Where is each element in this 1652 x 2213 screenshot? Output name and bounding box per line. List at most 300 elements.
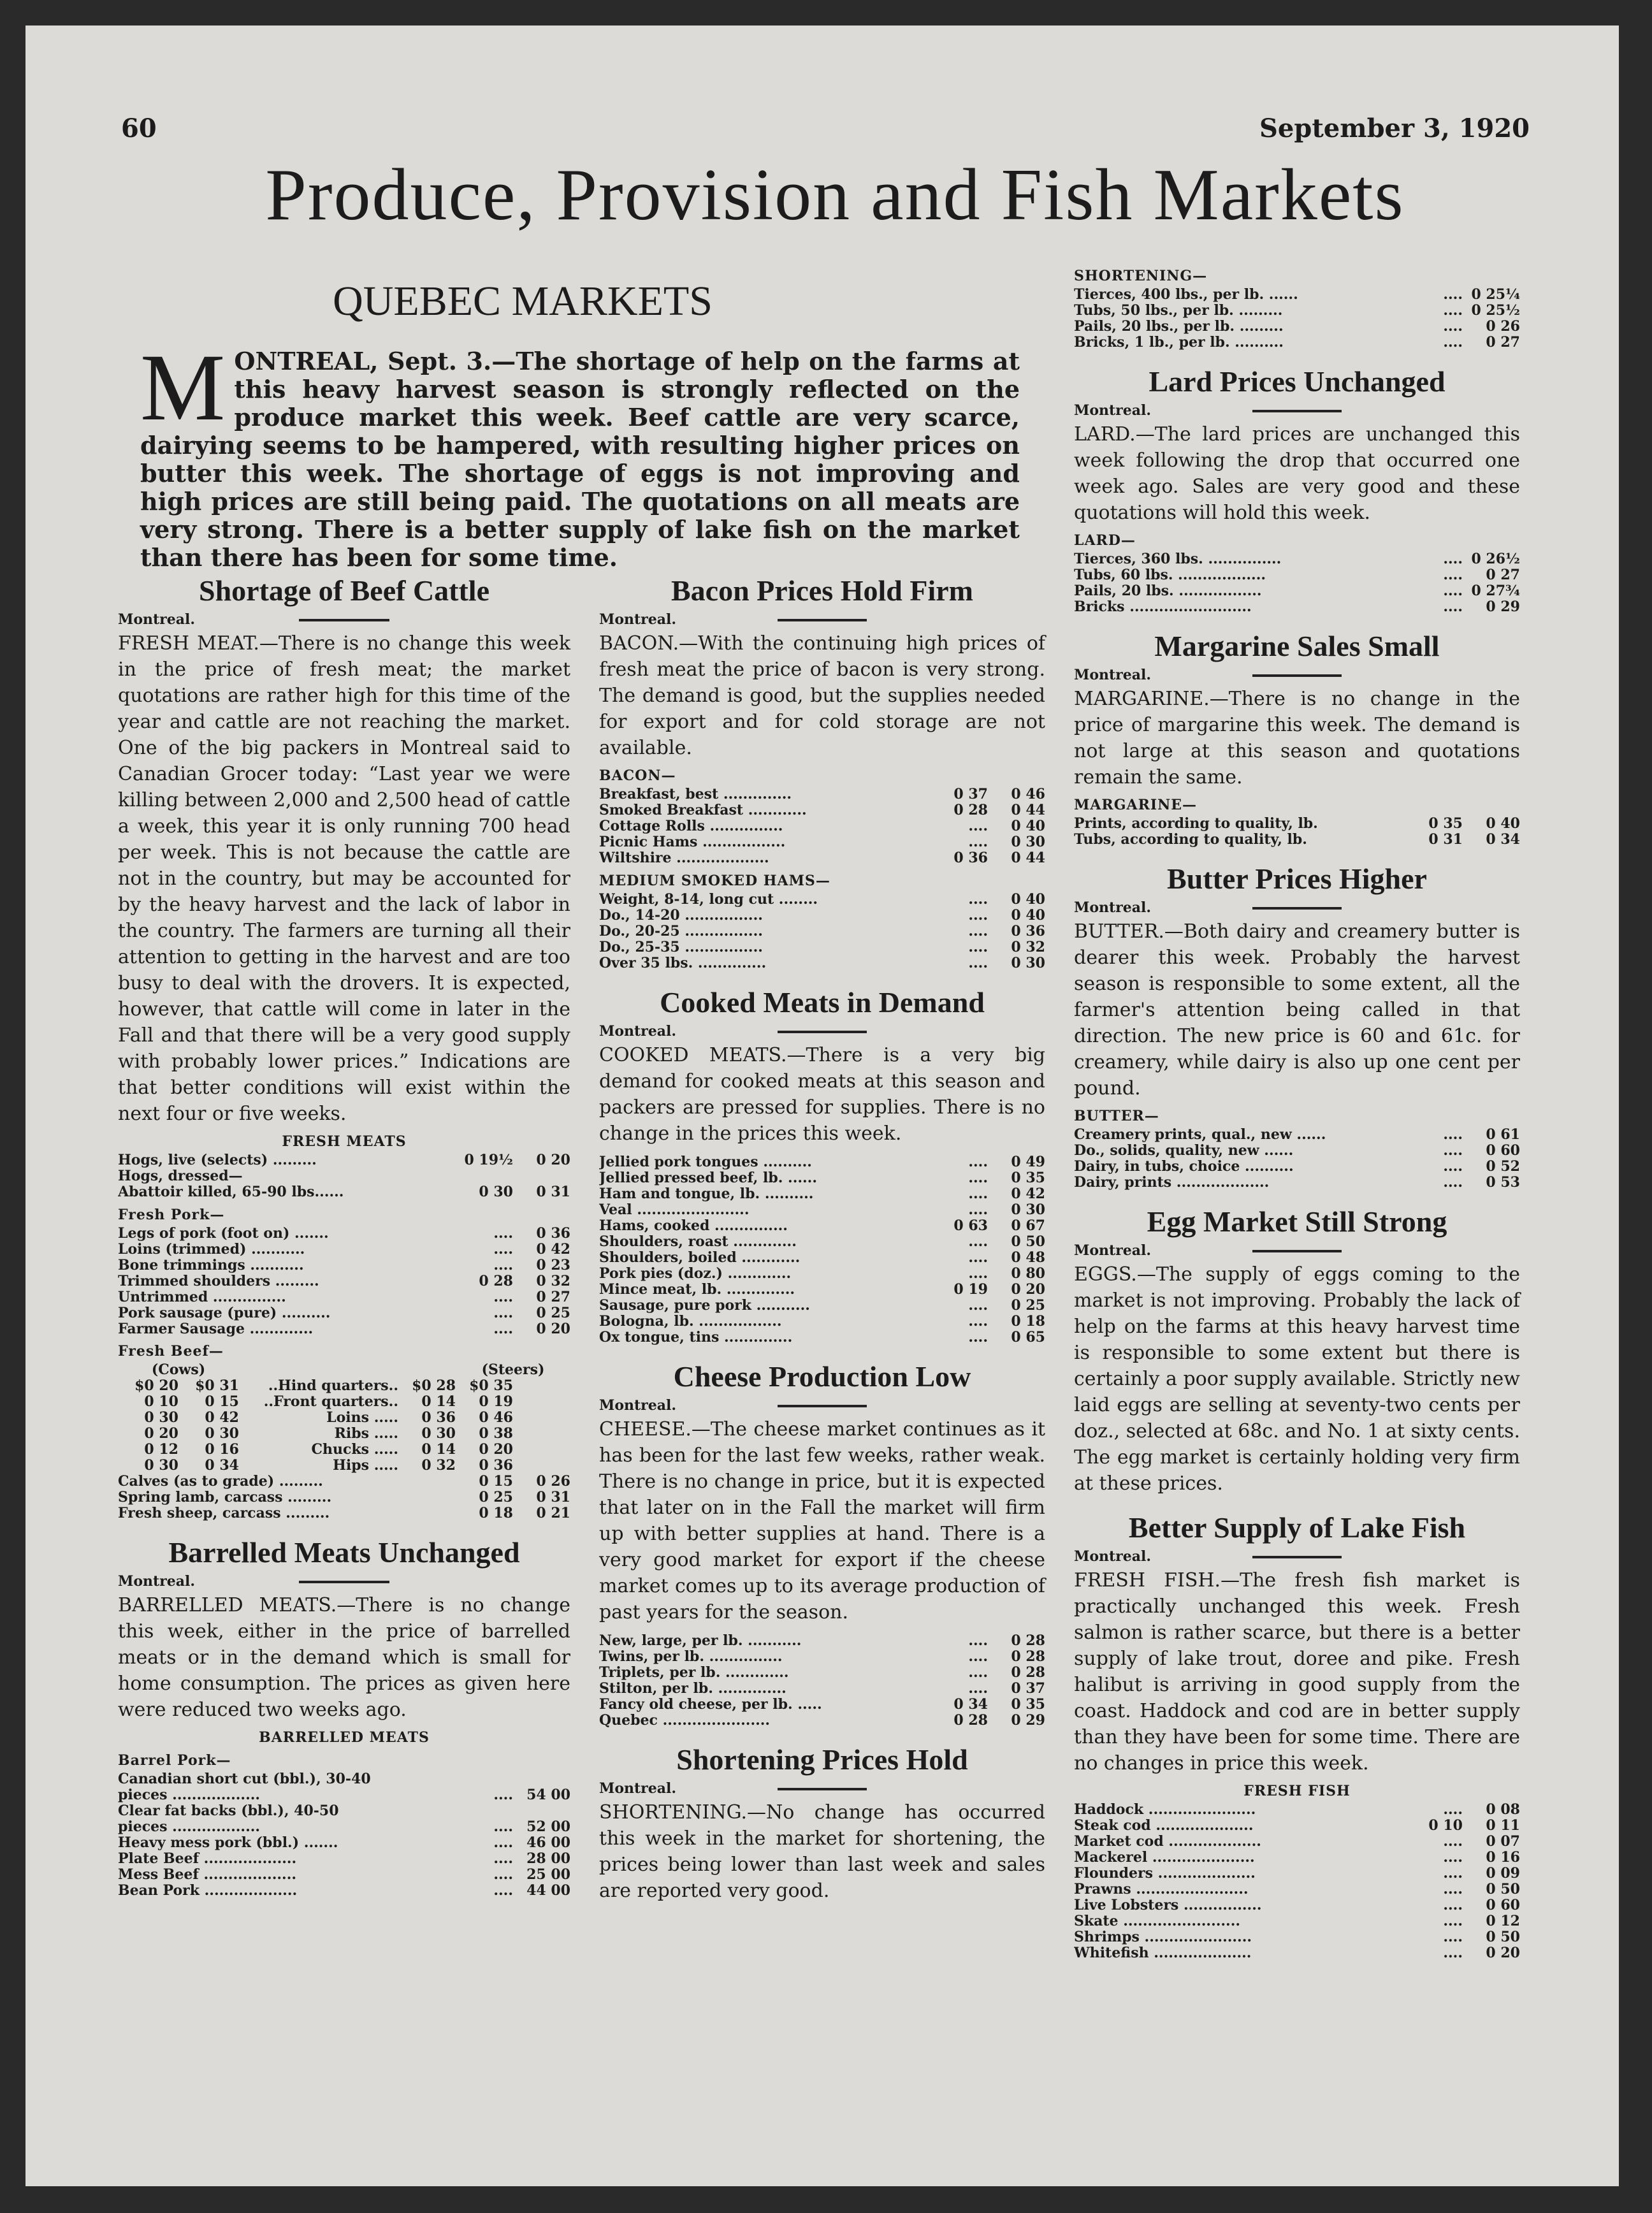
low-price: .... bbox=[493, 1257, 513, 1273]
steer-high: 0 20 bbox=[479, 1441, 513, 1458]
low-price: .... bbox=[1443, 1913, 1463, 1929]
item-label: Triplets, per lb. ............. bbox=[599, 1665, 789, 1681]
price-row bbox=[118, 1883, 570, 1899]
item-label: Weight, 8-14, long cut ........ bbox=[599, 892, 818, 908]
low-price: .... bbox=[1443, 286, 1463, 303]
high-price: 0 48 bbox=[1011, 1249, 1045, 1266]
high-price: 0 67 bbox=[1011, 1217, 1045, 1234]
item-label: Bricks, 1 lb., per lb. .......... bbox=[1074, 335, 1284, 351]
low-price: .... bbox=[1443, 1142, 1463, 1159]
cooked-heading: Cooked Meats in Demand bbox=[660, 986, 985, 1019]
item-label: Do., 25-35 ................ bbox=[599, 940, 763, 955]
low-price: .... bbox=[1443, 1929, 1463, 1945]
high-price: 0 27 bbox=[1486, 567, 1520, 583]
hams-caption: MEDIUM SMOKED HAMS— bbox=[599, 873, 830, 889]
cow-high: $0 31 bbox=[195, 1377, 239, 1394]
beef-heading: Shortage of Beef Cattle bbox=[198, 574, 490, 607]
high-price: 46 00 bbox=[526, 1834, 570, 1851]
high-price: 0 42 bbox=[536, 1241, 570, 1258]
high-price: 0 50 bbox=[1011, 1233, 1045, 1250]
price-row bbox=[118, 1258, 570, 1273]
high-price: 0 35 bbox=[1011, 1696, 1045, 1713]
high-price: 0 25½ bbox=[1471, 302, 1520, 319]
item-label: Bean Pork ................... bbox=[118, 1883, 298, 1899]
dateline: Montreal. bbox=[599, 1397, 677, 1414]
high-price: 0 29 bbox=[1011, 1712, 1045, 1729]
steer-low: 0 14 bbox=[421, 1441, 456, 1458]
high-price: 0 31 bbox=[536, 1184, 570, 1200]
item-label: Mince meat, lb. .............. bbox=[599, 1282, 795, 1298]
item-label: Fresh sheep, carcass ......... bbox=[118, 1506, 330, 1521]
beef-cut-row bbox=[118, 1442, 570, 1458]
price-row bbox=[599, 940, 1045, 955]
steer-low: 0 30 bbox=[421, 1425, 456, 1442]
low-price: 0 28 bbox=[953, 1712, 988, 1729]
heading-rule bbox=[1252, 1556, 1342, 1558]
bacon-heading: Bacon Prices Hold Firm bbox=[671, 574, 973, 607]
price-row bbox=[599, 834, 1045, 850]
cut-name: Loins ..... bbox=[326, 1409, 398, 1426]
drop-cap: M bbox=[140, 335, 226, 440]
barrel-pork-caption: Barrel Pork— bbox=[118, 1752, 231, 1769]
item-label: Hams, cooked ............... bbox=[599, 1218, 788, 1234]
price-row bbox=[118, 1321, 570, 1337]
high-price: 0 53 bbox=[1486, 1174, 1520, 1191]
cows-label: (Cows) bbox=[151, 1361, 206, 1378]
low-price: .... bbox=[968, 1249, 988, 1266]
cooked-article: COOKED MEATS.—There is a very big demand for cooked meats at this season and packers are pressed for supplies. There is no change in the prices this week. bbox=[599, 1044, 1045, 1145]
price-row bbox=[1074, 551, 1520, 567]
item-label: Do., solids, quality, new ...... bbox=[1074, 1143, 1294, 1159]
cow-high: 0 15 bbox=[205, 1393, 239, 1410]
heading-rule bbox=[1252, 1250, 1342, 1252]
high-price: 0 32 bbox=[1011, 939, 1045, 955]
low-price: .... bbox=[968, 818, 988, 834]
shortening-table bbox=[1074, 287, 1520, 351]
low-price: .... bbox=[968, 1297, 988, 1314]
low-price: .... bbox=[493, 1225, 513, 1242]
beef-cut-row bbox=[118, 1394, 570, 1410]
masthead: Produce, Provision and Fish Markets bbox=[265, 154, 1405, 236]
low-price: .... bbox=[493, 1321, 513, 1337]
price-row bbox=[1074, 1834, 1520, 1850]
high-price: 0 60 bbox=[1486, 1897, 1520, 1913]
price-row bbox=[1074, 303, 1520, 319]
margarine-table bbox=[1074, 816, 1520, 848]
steer-high: 0 36 bbox=[479, 1457, 513, 1474]
butter-article: BUTTER.—Both dairy and creamery butter is dearer this week. Probably the harvest season is responsible to some extent, all the farmer's attention being called in that direction. The new price is 60 and 61c. for creamery, while dairy is also up one cent per pound. bbox=[1074, 920, 1520, 1099]
item-label: Twins, per lb. ............... bbox=[599, 1649, 783, 1665]
lead-text: ONTREAL, Sept. 3.—The shortage of help on the farms at this heavy harvest season is strongly reflected on the produce market this week. Beef cattle are very scarce, dairying seems to be hampered, with resulting higher prices on butter this week. The shortage of eggs is not improving and high prices are still being paid. The quotations on all meats are very strong. There is a better supply of lake fish on the market than there has been for some time. bbox=[140, 347, 1020, 572]
item-label: Tierces, 400 lbs., per lb. ...... bbox=[1074, 287, 1298, 303]
low-price: .... bbox=[1443, 302, 1463, 319]
margarine-caption: MARGARINE— bbox=[1074, 797, 1198, 813]
fresh-fish-table-title: FRESH FISH bbox=[1243, 1783, 1351, 1799]
item-label: Tierces, 360 lbs. ............... bbox=[1074, 551, 1282, 567]
low-price: .... bbox=[1443, 1158, 1463, 1175]
low-price: 0 15 bbox=[479, 1473, 513, 1490]
item-label: Cottage Rolls ............... bbox=[599, 818, 783, 834]
price-row bbox=[118, 1867, 570, 1883]
low-price: .... bbox=[968, 1313, 988, 1330]
dateline: Montreal. bbox=[118, 1573, 196, 1590]
column-middle bbox=[599, 574, 1045, 1904]
price-row bbox=[599, 1154, 1045, 1170]
cow-low: $0 20 bbox=[134, 1377, 178, 1394]
low-price: .... bbox=[493, 1289, 513, 1305]
heading-rule bbox=[778, 1788, 867, 1790]
low-price: .... bbox=[968, 1329, 988, 1346]
price-row bbox=[599, 892, 1045, 908]
cheese-heading: Cheese Production Low bbox=[673, 1360, 971, 1393]
high-price: 0 20 bbox=[536, 1152, 570, 1168]
high-price: 0 26 bbox=[536, 1473, 570, 1490]
price-row bbox=[599, 1330, 1045, 1346]
fresh-pork-table bbox=[118, 1226, 570, 1337]
barrelled-heading: Barrelled Meats Unchanged bbox=[168, 1536, 520, 1569]
low-price: .... bbox=[1443, 1945, 1463, 1961]
item-label: Clear fat backs (bbl.), 40-50 bbox=[118, 1803, 339, 1819]
beef-cut-row bbox=[118, 1378, 570, 1394]
item-label: Bone trimmings ........... bbox=[118, 1258, 304, 1273]
item-label: Skate ........................ bbox=[1074, 1913, 1241, 1929]
item-label: Prints, according to quality, lb. bbox=[1074, 816, 1318, 832]
price-row bbox=[599, 1713, 1045, 1729]
dateline: Montreal. bbox=[1074, 1242, 1152, 1259]
bacon-article: BACON.—With the continuing high prices of fresh meat the price of bacon is very strong. The demand is good, but the supplies needed for export and for cold storage are not available. bbox=[599, 632, 1045, 759]
cow-high: 0 30 bbox=[205, 1425, 239, 1442]
low-price: .... bbox=[493, 1834, 513, 1851]
low-price: .... bbox=[1443, 334, 1463, 351]
price-row bbox=[1074, 1945, 1520, 1961]
newspaper-page bbox=[25, 25, 1619, 2186]
butter-table bbox=[1074, 1127, 1520, 1191]
item-label: Pork sausage (pure) .......... bbox=[118, 1305, 331, 1321]
price-row bbox=[599, 802, 1045, 818]
item-label: Jellied pork tongues .......... bbox=[599, 1154, 812, 1170]
item-label: Shoulders, boiled ............ bbox=[599, 1250, 801, 1266]
price-row bbox=[1074, 599, 1520, 615]
item-label: Pails, 20 lbs. ................. bbox=[1074, 583, 1262, 599]
low-price: .... bbox=[1443, 567, 1463, 583]
heading-rule bbox=[778, 619, 867, 621]
low-price: .... bbox=[968, 891, 988, 908]
cow-low: 0 30 bbox=[144, 1457, 178, 1474]
item-label: Bologna, lb. ................. bbox=[599, 1314, 782, 1330]
item-label: Jellied pressed beef, lb. ...... bbox=[599, 1170, 817, 1186]
dateline: Montreal. bbox=[1074, 667, 1152, 683]
price-row bbox=[118, 1819, 570, 1835]
beef-cut-row bbox=[118, 1410, 570, 1426]
steer-low: 0 32 bbox=[421, 1457, 456, 1474]
low-price: 0 28 bbox=[953, 802, 988, 818]
low-price: 0 36 bbox=[953, 850, 988, 866]
lead-paragraph bbox=[140, 335, 1020, 572]
low-price bbox=[456, 1168, 513, 1184]
cut-name: Hips ..... bbox=[333, 1457, 398, 1474]
item-label: Hogs, dressed— bbox=[118, 1168, 243, 1184]
item-label: Tubs, 60 lbs. .................. bbox=[1074, 567, 1266, 583]
price-row bbox=[1074, 1850, 1520, 1866]
item-label: pieces .................. bbox=[118, 1819, 261, 1835]
item-label: Bricks ......................... bbox=[1074, 599, 1252, 615]
beef-article: FRESH MEAT.—There is no change this week in the price of fresh meat; the market quotations are rather high for this time of the year and cattle are not reaching the market. One of the big packers in Montreal said to Canadian Grocer today: “Last year we were killing between 2,000 and 2,500 head of cattle a week, this year it is only running 700 head per week. This is not because the cattle are not in the country, but may be accounted for by the heavy harvest and the lack of labor in the country. The farmers are turning all their attention to getting in the harvest and are too busy to deal with the drovers. It is expected, however, that cattle will come in later in the Fall and that there will be a very good supply with probably lower prices.” Indications are that better conditions will exist within the next four or five weeks. bbox=[118, 632, 570, 1125]
low-price: .... bbox=[968, 1154, 988, 1170]
item-label: Untrimmed ............... bbox=[118, 1289, 286, 1305]
high-price bbox=[513, 1771, 570, 1787]
item-label: Legs of pork (foot on) ....... bbox=[118, 1226, 329, 1242]
low-price: .... bbox=[493, 1850, 513, 1867]
item-label: Canadian short cut (bbl.), 30-40 bbox=[118, 1771, 371, 1787]
item-label: Over 35 lbs. .............. bbox=[599, 955, 767, 971]
cut-name: ..Front quarters.. bbox=[263, 1393, 398, 1410]
price-row bbox=[1074, 1866, 1520, 1882]
bacon-caption: BACON— bbox=[599, 767, 676, 784]
low-price: .... bbox=[1443, 318, 1463, 335]
fish-article: FRESH FISH.—The fresh fish market is practically unchanged this week. Fresh salmon is rather scarce, but there is a better supply of lake trout, doree and pike. Fresh halibut is arriving in good supply from the coast. Haddock and cod are in better supply than they have been for some time. There are no changes in price this week. bbox=[1074, 1569, 1520, 1774]
cow-high: 0 16 bbox=[205, 1441, 239, 1458]
heading-rule bbox=[299, 619, 389, 621]
high-price: 0 40 bbox=[1011, 907, 1045, 924]
price-row bbox=[1074, 1175, 1520, 1191]
price-row bbox=[599, 787, 1045, 802]
price-row bbox=[1074, 816, 1520, 832]
high-price: 0 30 bbox=[1011, 955, 1045, 971]
high-price: 0 46 bbox=[1011, 786, 1045, 802]
price-row bbox=[599, 1665, 1045, 1681]
heading-rule bbox=[778, 1405, 867, 1407]
high-price: 28 00 bbox=[526, 1850, 570, 1867]
high-price: 0 50 bbox=[1486, 1929, 1520, 1945]
high-price: 0 61 bbox=[1486, 1126, 1520, 1143]
heading-rule bbox=[1252, 410, 1342, 412]
heading-rule bbox=[1252, 907, 1342, 910]
low-price: .... bbox=[968, 1170, 988, 1186]
low-price: .... bbox=[968, 1186, 988, 1202]
cut-name: Ribs ..... bbox=[334, 1425, 398, 1442]
cow-high: 0 42 bbox=[205, 1409, 239, 1426]
low-price: .... bbox=[1443, 551, 1463, 567]
item-label: Pork pies (doz.) ............. bbox=[599, 1266, 792, 1282]
item-label: Mackerel ..................... bbox=[1074, 1850, 1255, 1866]
low-price: 0 31 bbox=[1428, 831, 1463, 848]
price-row bbox=[118, 1506, 570, 1521]
high-price: 52 00 bbox=[526, 1818, 570, 1835]
price-row bbox=[118, 1273, 570, 1289]
price-row bbox=[118, 1184, 570, 1200]
item-label: Smoked Breakfast ............ bbox=[599, 802, 807, 818]
steer-low: 0 36 bbox=[421, 1409, 456, 1426]
low-price: .... bbox=[968, 1233, 988, 1250]
price-row bbox=[1074, 1929, 1520, 1945]
fresh-pork-caption: Fresh Pork— bbox=[118, 1207, 225, 1223]
cheese-table bbox=[599, 1633, 1045, 1729]
price-row bbox=[599, 1186, 1045, 1202]
item-label: Prawns ....................... bbox=[1074, 1882, 1249, 1897]
high-price: 25 00 bbox=[526, 1866, 570, 1883]
low-price: 0 30 bbox=[479, 1184, 513, 1200]
high-price: 0 07 bbox=[1486, 1833, 1520, 1850]
high-price: 0 36 bbox=[536, 1225, 570, 1242]
price-row bbox=[118, 1242, 570, 1258]
barrelled-table-title: BARRELLED MEATS bbox=[259, 1729, 430, 1746]
item-label: Abattoir killed, 65-90 lbs...... bbox=[118, 1184, 344, 1200]
low-price: 0 19½ bbox=[464, 1152, 513, 1168]
high-price: 0 28 bbox=[1011, 1648, 1045, 1665]
heading-rule bbox=[299, 1581, 389, 1583]
butter-caption: BUTTER— bbox=[1074, 1108, 1159, 1124]
low-price: .... bbox=[968, 923, 988, 940]
price-row bbox=[599, 1298, 1045, 1314]
lard-caption: LARD— bbox=[1074, 532, 1136, 549]
low-price: .... bbox=[968, 1265, 988, 1282]
high-price: 0 26 bbox=[1486, 318, 1520, 335]
item-label: Picnic Hams ................. bbox=[599, 834, 786, 850]
price-row bbox=[118, 1835, 570, 1851]
high-price: 0 20 bbox=[1486, 1945, 1520, 1961]
fresh-meats-table bbox=[118, 1152, 570, 1200]
item-label: Haddock ...................... bbox=[1074, 1802, 1256, 1818]
low-price bbox=[456, 1803, 513, 1819]
high-price: 0 12 bbox=[1486, 1913, 1520, 1929]
high-price: 0 25¼ bbox=[1471, 286, 1520, 303]
item-label: Wiltshire ................... bbox=[599, 850, 769, 866]
price-row bbox=[1074, 1897, 1520, 1913]
item-label: Sausage, pure pork ........... bbox=[599, 1298, 810, 1314]
price-row bbox=[1074, 319, 1520, 335]
cow-high: 0 34 bbox=[205, 1457, 239, 1474]
dateline: Montreal. bbox=[599, 1780, 677, 1797]
price-row bbox=[118, 1305, 570, 1321]
low-price: .... bbox=[493, 1882, 513, 1899]
item-label: Hogs, live (selects) ......... bbox=[118, 1152, 317, 1168]
item-label: Live Lobsters ................ bbox=[1074, 1897, 1262, 1913]
item-label: Calves (as to grade) ......... bbox=[118, 1474, 323, 1490]
low-price: .... bbox=[1443, 599, 1463, 615]
item-label: pieces .................. bbox=[118, 1787, 261, 1803]
item-label: Creamery prints, qual., new ...... bbox=[1074, 1127, 1326, 1143]
cut-name: ..Hind quarters.. bbox=[268, 1377, 398, 1394]
fresh-meats-table-title: FRESH MEATS bbox=[282, 1133, 407, 1150]
low-price: .... bbox=[968, 1680, 988, 1697]
high-price: 0 35 bbox=[1011, 1170, 1045, 1186]
high-price bbox=[513, 1803, 570, 1819]
low-price: 0 25 bbox=[479, 1489, 513, 1506]
bacon-table bbox=[599, 787, 1045, 866]
high-price: 0 27¾ bbox=[1471, 583, 1520, 599]
price-row bbox=[1074, 583, 1520, 599]
quebec-markets-title: QUEBEC MARKETS bbox=[333, 278, 713, 324]
low-price: 0 37 bbox=[953, 786, 988, 802]
steer-high: 0 46 bbox=[479, 1409, 513, 1426]
price-row bbox=[118, 1803, 570, 1819]
high-price: 0 44 bbox=[1011, 802, 1045, 818]
cow-low: 0 10 bbox=[144, 1393, 178, 1410]
high-price: 0 09 bbox=[1486, 1865, 1520, 1882]
high-price: 44 00 bbox=[526, 1882, 570, 1899]
lard-article: LARD.—The lard prices are unchanged this week following the drop that occurred one week ago. Sales are very good and these quotations will hold this week. bbox=[1074, 423, 1520, 524]
high-price: 0 28 bbox=[1011, 1664, 1045, 1681]
high-price: 0 30 bbox=[1011, 1201, 1045, 1218]
high-price: 0 30 bbox=[1011, 834, 1045, 850]
calves-lamb-table bbox=[118, 1474, 570, 1521]
item-label: Dairy, in tubs, choice .......... bbox=[1074, 1159, 1294, 1175]
cow-low: 0 12 bbox=[144, 1441, 178, 1458]
low-price: .... bbox=[493, 1818, 513, 1835]
eggs-article: EGGS.—The supply of eggs coming to the market is not improving. Probably the lack of help on the farms at this heavy harvest time is responsible to some extent but there is certainly a poor supply available. Strictly new laid eggs are selling at seventy-two cents per doz., selected at 68c. and No. 1 at sixty cents. The egg market is certainly holding very firm at these prices. bbox=[1074, 1263, 1520, 1495]
low-price: 0 35 bbox=[1428, 815, 1463, 832]
heading-rule bbox=[1252, 674, 1342, 677]
high-price bbox=[513, 1168, 570, 1184]
price-row bbox=[599, 1266, 1045, 1282]
low-price: .... bbox=[968, 1648, 988, 1665]
steer-high: 0 38 bbox=[479, 1425, 513, 1442]
price-row bbox=[599, 1649, 1045, 1665]
price-row bbox=[599, 1314, 1045, 1330]
high-price: 0 50 bbox=[1486, 1881, 1520, 1897]
fish-heading: Better Supply of Lake Fish bbox=[1128, 1511, 1466, 1544]
price-row bbox=[118, 1771, 570, 1787]
item-label: Mess Beef ................... bbox=[118, 1867, 297, 1883]
high-price: 54 00 bbox=[526, 1787, 570, 1803]
price-row bbox=[118, 1168, 570, 1184]
price-row bbox=[1074, 287, 1520, 303]
dateline: Montreal. bbox=[118, 611, 196, 628]
steer-low: $0 28 bbox=[412, 1377, 456, 1394]
beef-cut-row bbox=[118, 1458, 570, 1474]
item-label: Ham and tongue, lb. .......... bbox=[599, 1186, 814, 1202]
item-label: Breakfast, best .............. bbox=[599, 787, 792, 802]
margarine-heading: Margarine Sales Small bbox=[1154, 630, 1440, 662]
fresh-fish-table bbox=[1074, 1802, 1520, 1961]
item-label: Shoulders, roast ............. bbox=[599, 1234, 797, 1250]
price-row bbox=[599, 924, 1045, 940]
low-price: .... bbox=[1443, 1849, 1463, 1866]
low-price: .... bbox=[1443, 1174, 1463, 1191]
price-row bbox=[118, 1474, 570, 1490]
low-price: .... bbox=[1443, 1126, 1463, 1143]
price-row bbox=[1074, 832, 1520, 848]
price-row bbox=[118, 1851, 570, 1867]
low-price: .... bbox=[968, 1664, 988, 1681]
high-price: 0 34 bbox=[1486, 831, 1520, 848]
price-row bbox=[599, 1681, 1045, 1697]
low-price: .... bbox=[493, 1866, 513, 1883]
high-price: 0 52 bbox=[1486, 1158, 1520, 1175]
low-price: 0 63 bbox=[953, 1217, 988, 1234]
high-price: 0 31 bbox=[536, 1489, 570, 1506]
price-row bbox=[599, 1170, 1045, 1186]
lard-table bbox=[1074, 551, 1520, 615]
item-label: Quebec ...................... bbox=[599, 1713, 771, 1729]
item-label: Stilton, per lb. .............. bbox=[599, 1681, 786, 1697]
high-price: 0 25 bbox=[1011, 1297, 1045, 1314]
price-row bbox=[118, 1152, 570, 1168]
high-price: 0 49 bbox=[1011, 1154, 1045, 1170]
low-price: .... bbox=[1443, 583, 1463, 599]
price-row bbox=[1074, 1143, 1520, 1159]
low-price: .... bbox=[493, 1305, 513, 1321]
price-row bbox=[599, 1250, 1045, 1266]
dateline: Montreal. bbox=[599, 1023, 677, 1040]
heading-rule bbox=[778, 1031, 867, 1033]
high-price: 0 23 bbox=[536, 1257, 570, 1273]
low-price: .... bbox=[968, 834, 988, 850]
item-label: Market cod ................... bbox=[1074, 1834, 1261, 1850]
item-label: Dairy, prints ................... bbox=[1074, 1175, 1270, 1191]
price-row bbox=[599, 908, 1045, 924]
item-label: Whitefish .................... bbox=[1074, 1945, 1252, 1961]
